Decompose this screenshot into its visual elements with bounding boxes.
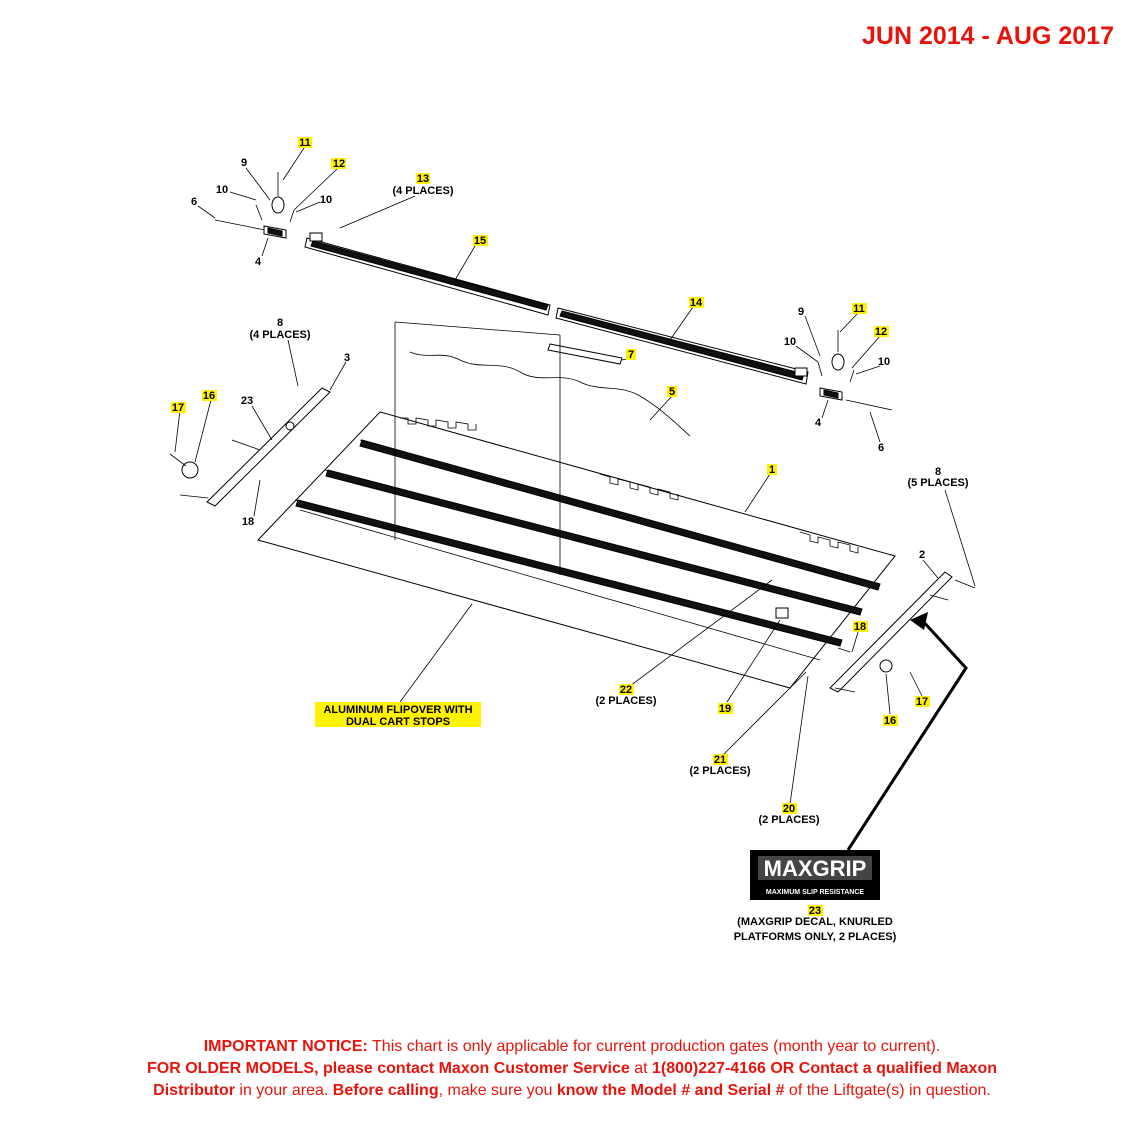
flipover-label-line1: ALUMINUM FLIPOVER WITH [323,704,473,716]
callout-8-note: (4 PLACES) [249,329,311,341]
callout-10: 10 [319,194,333,206]
flipover-label-line2: DUAL CART STOPS [345,716,451,728]
callout-6: 6 [190,196,198,208]
maxgrip-logo: MAXGRIP [763,856,867,881]
seal-strip-5 [410,352,690,436]
callout-22: 22 [619,684,633,696]
notice-line-2 [0,1058,1144,1080]
maxgrip-tagline: MAXIMUM SLIP RESISTANCE [765,889,865,896]
callout-8: 8 [276,317,284,329]
callout-6: 6 [877,442,885,454]
notice-phone: 1(800)227-4166 OR Contact a qualified Maxon [652,1060,997,1077]
callout-16: 16 [202,390,216,402]
flipover-label [315,702,481,728]
callout-2: 2 [918,549,926,561]
callout-22-note: (2 PLACES) [595,695,657,707]
callout-17: 17 [915,696,929,708]
callout-23: 23 [240,395,254,407]
callout-13: 13 [416,173,430,185]
cart-stop-rail-left [305,233,550,315]
top-right-mount [818,330,892,410]
important-notice [0,1036,1144,1102]
callout-7: 7 [627,349,635,361]
top-left-mount [215,172,294,238]
callout-4: 4 [254,256,262,268]
callout-21-note: (2 PLACES) [689,765,751,777]
callout-8-note: (5 PLACES) [907,477,969,489]
callout-16: 16 [883,715,897,727]
callout-18: 18 [241,516,255,528]
callout-14: 14 [689,297,703,309]
callout-9: 9 [240,157,248,169]
notice-older-models: FOR OLDER MODELS, please contact Maxon Customer Service [146,1060,630,1077]
notice-line-3 [0,1080,1144,1102]
callout-18: 18 [853,621,867,633]
cart-stop-rail-right [556,308,808,384]
callout-17: 17 [171,402,185,414]
callout-9: 9 [797,306,805,318]
callout-13-note: (4 PLACES) [392,185,454,197]
notice-tail: of the Liftgate(s) in question. [784,1082,991,1099]
callout-10: 10 [783,336,797,348]
callout-12: 12 [874,326,888,338]
notice-line1-text: This chart is only applicable for current production gates (month year to current). [367,1038,941,1055]
callout-12: 12 [332,158,346,170]
callout-4: 4 [814,417,822,429]
notice-distributor: Distributor [153,1082,235,1099]
notice-at: at [629,1060,652,1077]
callout-8: 8 [934,466,942,478]
small-bar-7 [548,344,622,364]
callout-19: 19 [718,703,732,715]
callout-11: 11 [299,137,311,149]
callout-20-note: (2 PLACES) [758,814,820,826]
maxgrip-note-line1: (MAXGRIP DECAL, KNURLED [737,916,893,928]
callout-1: 1 [768,464,776,476]
callout-20: 20 [782,803,796,815]
notice-know: know the Model # and Serial # [556,1082,785,1099]
maxgrip-decal [750,850,880,900]
callout-10: 10 [877,356,891,368]
callout-11: 11 [853,303,865,315]
notice-before-calling: Before calling [332,1082,439,1099]
notice-make-sure: , make sure you [438,1082,557,1099]
callout-5: 5 [668,386,676,398]
callout-10: 10 [215,184,229,196]
maxgrip-note-line2: PLATFORMS ONLY, 2 PLACES) [733,931,897,943]
callout-23: 23 [808,905,822,917]
date-range: JUN 2014 - AUG 2017 [862,22,1114,50]
callout-21: 21 [713,754,727,766]
callout-3: 3 [343,352,351,364]
notice-line-1 [0,1036,1144,1058]
notice-in-area: in your area. [234,1082,333,1099]
notice-lead: IMPORTANT NOTICE: [203,1038,368,1055]
callout-15: 15 [473,235,487,247]
